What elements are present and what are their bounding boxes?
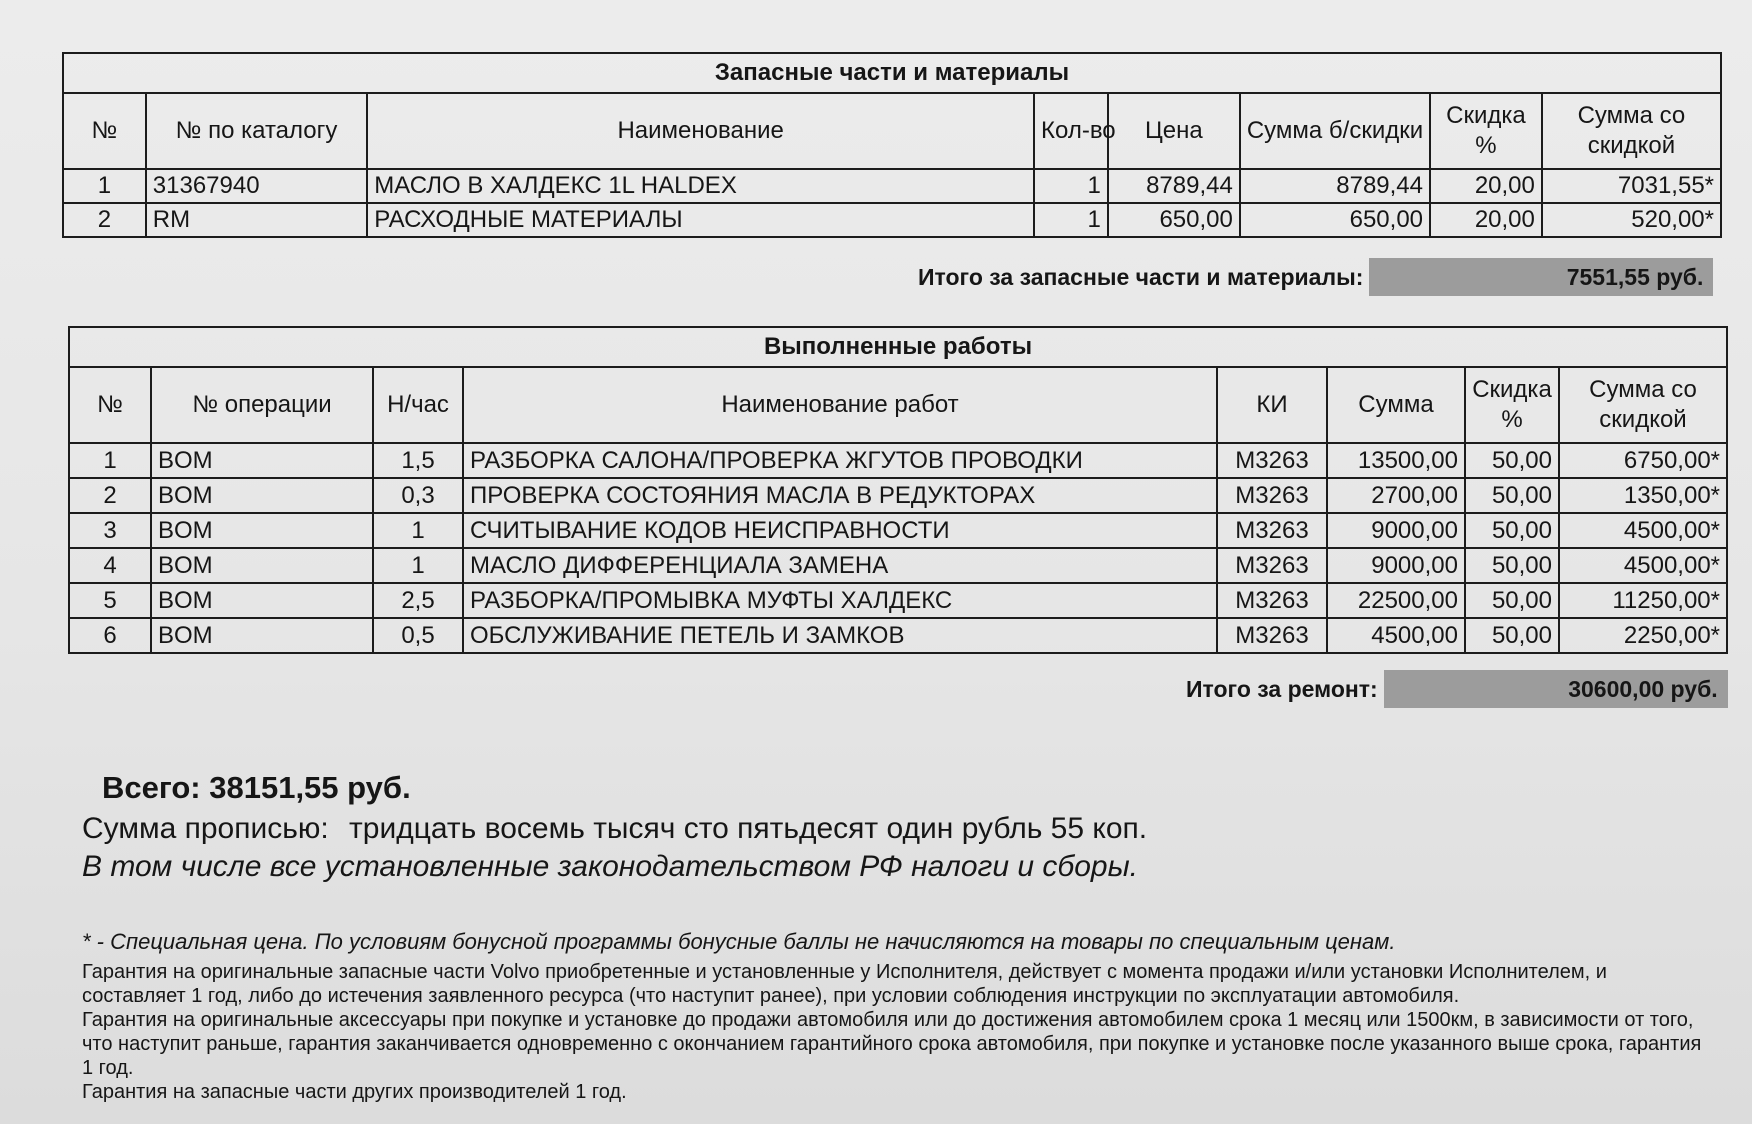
parts-row [63, 203, 1721, 237]
works-cell-sum-with-discount: 4500,00* [1559, 548, 1727, 583]
works-header-ki: КИ [1217, 367, 1327, 443]
works-cell-sum: 4500,00 [1327, 618, 1465, 653]
parts-cell-discount: 20,00 [1430, 169, 1542, 203]
works-cell-sum-with-discount: 1350,00* [1559, 478, 1727, 513]
parts-header-price: Цена [1108, 93, 1240, 169]
works-cell-hours: 1 [373, 513, 463, 548]
works-cell-sum: 13500,00 [1327, 443, 1465, 478]
parts-cell-qty: 1 [1034, 169, 1108, 203]
works-cell-name: ПРОВЕРКА СОСТОЯНИЯ МАСЛА В РЕДУКТОРАХ [463, 478, 1217, 513]
works-cell-discount: 50,00 [1465, 548, 1559, 583]
works-cell-num: 4 [69, 548, 151, 583]
parts-cell-catalog: RM [146, 203, 368, 237]
works-cell-ki: M3263 [1217, 478, 1327, 513]
warranty-accessories: Гарантия на оригинальные аксессуары при покупке и установке до продажи автомобиля или до достижения автомобилем срока 1 месяц или 1500км, в зависимости от того, что наступит раньше, гарантия заканчивается одновременно с окончанием гарантийного срока автомобиля, при покупке и установке после указанного выше срока, гарантия 1 год. [82, 1009, 1702, 1079]
parts-cell-catalog: 31367940 [146, 169, 368, 203]
works-cell-name: РАЗБОРКА САЛОНА/ПРОВЕРКА ЖГУТОВ ПРОВОДКИ [463, 443, 1217, 478]
parts-header-catalog: № по каталогу [146, 93, 368, 169]
works-total-label: Итого за ремонт: [1186, 675, 1378, 702]
works-cell-sum-with-discount: 4500,00* [1559, 513, 1727, 548]
works-cell-hours: 2,5 [373, 583, 463, 618]
works-cell-name: МАСЛО ДИФФЕРЕНЦИАЛА ЗАМЕНА [463, 548, 1217, 583]
works-cell-sum: 9000,00 [1327, 548, 1465, 583]
works-cell-name: РАЗБОРКА/ПРОМЫВКА МУФТЫ ХАЛДЕКС [463, 583, 1217, 618]
parts-row [63, 169, 1721, 203]
parts-header-sum-with-discount: Сумма со скидкой [1542, 93, 1721, 169]
amount-in-words-value: тридцать восемь тысяч сто пятьдесят один рубль 55 коп. [349, 812, 1148, 845]
works-cell-discount: 50,00 [1465, 513, 1559, 548]
works-cell-operation: BOM [151, 548, 373, 583]
parts-header-name: Наименование [367, 93, 1034, 169]
works-row [69, 583, 1727, 618]
works-cell-hours: 1,5 [373, 443, 463, 478]
parts-cell-sum-no-discount: 650,00 [1240, 203, 1430, 237]
works-cell-hours: 1 [373, 548, 463, 583]
works-total [1186, 670, 1728, 708]
parts-cell-num: 2 [63, 203, 146, 237]
works-header-hours: Н/час [373, 367, 463, 443]
invoice-summary [82, 770, 1582, 884]
amount-in-words-label: Сумма прописью: [82, 812, 329, 845]
taxes-note: В том числе все установленные законодательством РФ налоги и сборы. [82, 850, 1139, 883]
warranty-other: Гарантия на запасные части других производителей 1 год. [82, 1081, 627, 1103]
works-cell-num: 2 [69, 478, 151, 513]
parts-cell-price: 8789,44 [1108, 169, 1240, 203]
parts-cell-qty: 1 [1034, 203, 1108, 237]
works-cell-name: ОБСЛУЖИВАНИЕ ПЕТЕЛЬ И ЗАМКОВ [463, 618, 1217, 653]
parts-cell-discount: 20,00 [1430, 203, 1542, 237]
works-header-name: Наименование работ [463, 367, 1217, 443]
works-cell-sum: 22500,00 [1327, 583, 1465, 618]
parts-cell-sum-no-discount: 8789,44 [1240, 169, 1430, 203]
parts-header-discount: Скидка % [1430, 93, 1542, 169]
works-row [69, 478, 1727, 513]
works-row [69, 513, 1727, 548]
works-row [69, 443, 1727, 478]
works-cell-operation: BOM [151, 478, 373, 513]
parts-header-num: № [63, 93, 146, 169]
works-header-row [69, 367, 1727, 443]
works-cell-operation: BOM [151, 618, 373, 653]
grand-total: Всего: 38151,55 руб. [102, 770, 411, 805]
works-cell-discount: 50,00 [1465, 583, 1559, 618]
works-cell-discount: 50,00 [1465, 618, 1559, 653]
parts-cell-name: РАСХОДНЫЕ МАТЕРИАЛЫ [367, 203, 1034, 237]
warranty-notes [82, 930, 1712, 1104]
works-cell-hours: 0,3 [373, 478, 463, 513]
works-header-sum: Сумма [1327, 367, 1465, 443]
works-cell-discount: 50,00 [1465, 478, 1559, 513]
special-price-note: * - Специальная цена. По условиям бонусной программы бонусные баллы не начисляются на товары по специальным ценам. [82, 929, 1396, 954]
works-cell-operation: BOM [151, 513, 373, 548]
works-row [69, 548, 1727, 583]
parts-header-qty: Кол-во [1034, 93, 1108, 169]
parts-table [62, 52, 1722, 238]
works-table-title: Выполненные работы [69, 327, 1727, 367]
amount-in-words [82, 812, 1582, 846]
works-row [69, 618, 1727, 653]
works-cell-sum: 9000,00 [1327, 513, 1465, 548]
works-cell-ki: M3263 [1217, 443, 1327, 478]
works-header-sum-with-discount: Сумма со скидкой [1559, 367, 1727, 443]
parts-cell-sum-with-discount: 7031,55* [1542, 169, 1721, 203]
works-cell-operation: BOM [151, 583, 373, 618]
works-table [68, 326, 1728, 654]
warranty-original-parts: Гарантия на оригинальные запасные части Volvo приобретенные и установленные у Исполнителя, действует с момента продажи и/или установки Исполнителем, и составляет 1 год, либо до истечения заявленного ресурса (что наступит ранее), при условии соблюдения инструкции по эксплуатации автомобиля. [82, 961, 1607, 1007]
works-header-discount: Скидка % [1465, 367, 1559, 443]
works-total-value: 30600,00 руб. [1384, 670, 1728, 708]
parts-cell-num: 1 [63, 169, 146, 203]
parts-cell-name: МАСЛО В ХАЛДЕКС 1L HALDEX [367, 169, 1034, 203]
works-cell-operation: BOM [151, 443, 373, 478]
parts-cell-price: 650,00 [1108, 203, 1240, 237]
works-cell-sum-with-discount: 2250,00* [1559, 618, 1727, 653]
works-cell-num: 5 [69, 583, 151, 618]
works-header-operation: № операции [151, 367, 373, 443]
works-cell-ki: M3263 [1217, 583, 1327, 618]
parts-total-value: 7551,55 руб. [1369, 258, 1713, 296]
parts-table-title: Запасные части и материалы [63, 53, 1721, 93]
parts-header-row [63, 93, 1721, 169]
works-cell-num: 6 [69, 618, 151, 653]
works-cell-sum-with-discount: 11250,00* [1559, 583, 1727, 618]
works-cell-num: 1 [69, 443, 151, 478]
works-cell-ki: M3263 [1217, 548, 1327, 583]
works-cell-sum-with-discount: 6750,00* [1559, 443, 1727, 478]
works-cell-ki: M3263 [1217, 513, 1327, 548]
works-cell-num: 3 [69, 513, 151, 548]
works-cell-ki: M3263 [1217, 618, 1327, 653]
parts-total-label: Итого за запасные части и материалы: [918, 263, 1364, 290]
works-cell-sum: 2700,00 [1327, 478, 1465, 513]
parts-total [918, 258, 1713, 296]
works-header-num: № [69, 367, 151, 443]
parts-header-sum-no-discount: Сумма б/скидки [1240, 93, 1430, 169]
works-cell-discount: 50,00 [1465, 443, 1559, 478]
works-cell-name: СЧИТЫВАНИЕ КОДОВ НЕИСПРАВНОСТИ [463, 513, 1217, 548]
works-cell-hours: 0,5 [373, 618, 463, 653]
parts-cell-sum-with-discount: 520,00* [1542, 203, 1721, 237]
